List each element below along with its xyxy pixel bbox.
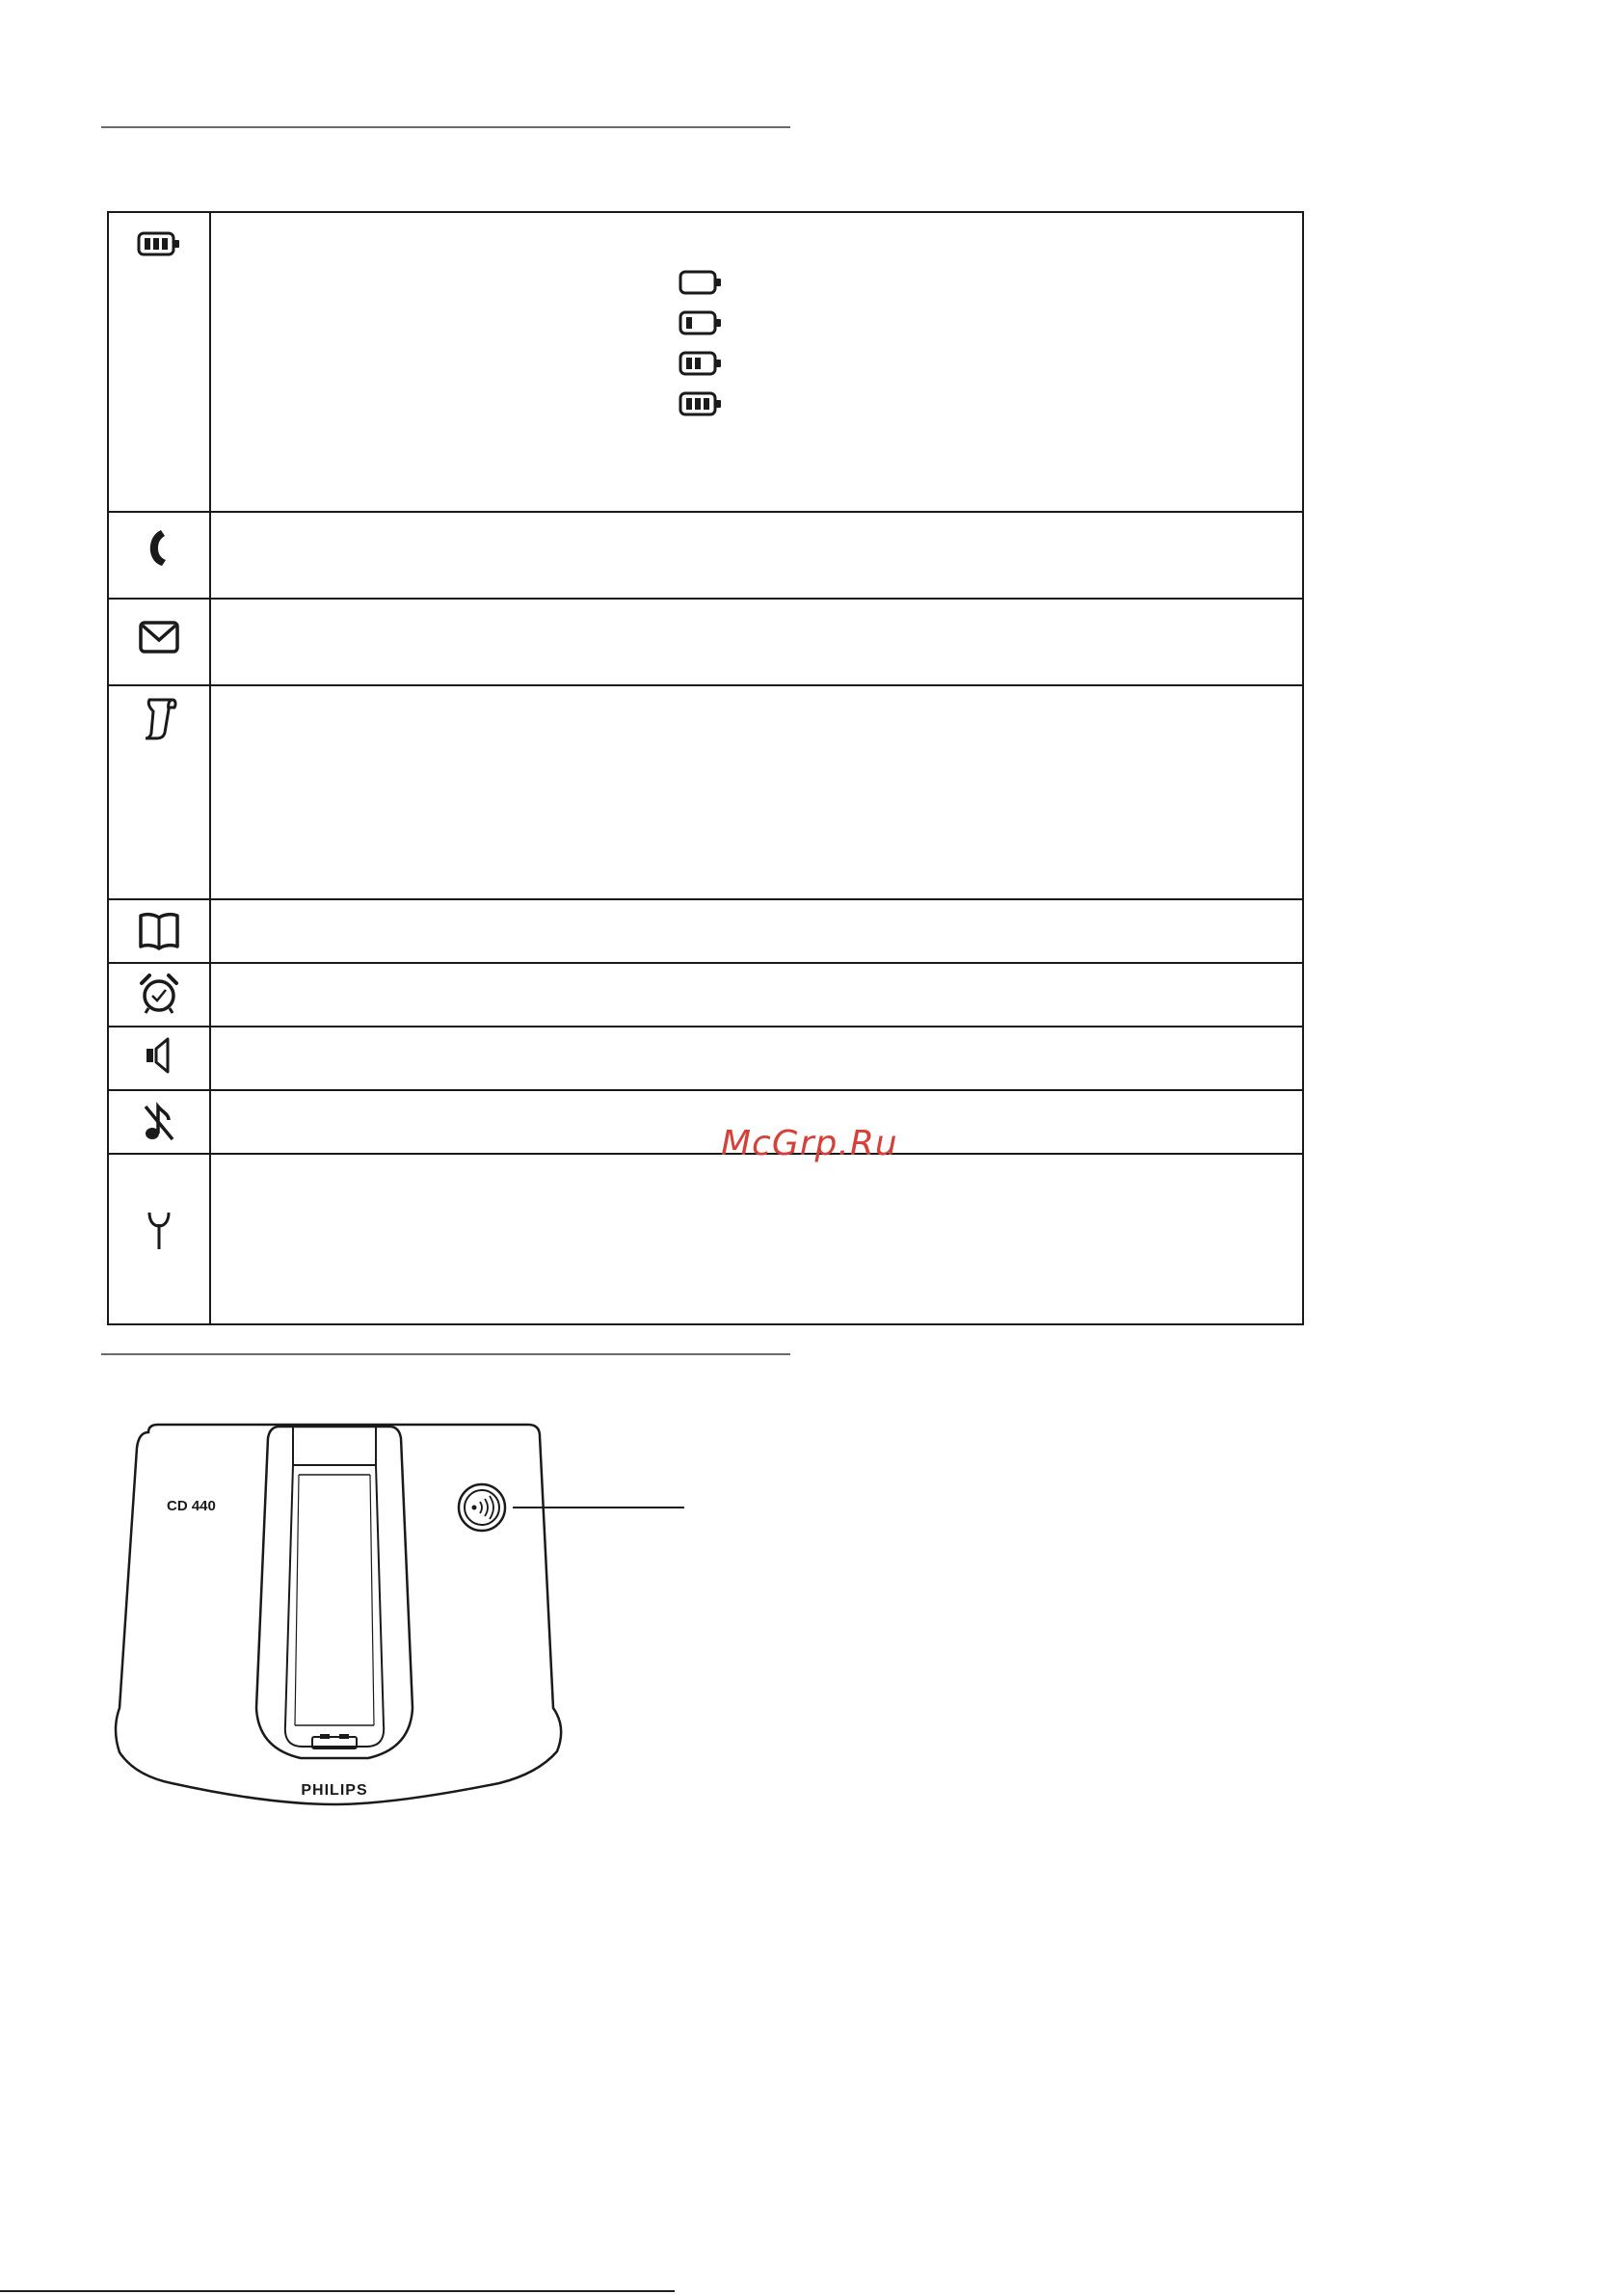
icon-cell — [108, 1090, 210, 1154]
icon-cell — [108, 1154, 210, 1324]
battery-two-bars-icon — [679, 347, 723, 380]
table-row — [108, 1154, 1303, 1324]
base-station-illustration — [114, 1419, 692, 1833]
description-cell — [210, 599, 1303, 685]
description-cell — [210, 212, 1303, 512]
table-row — [108, 685, 1303, 899]
description-cell — [210, 899, 1303, 963]
section-rule-bottom — [0, 2290, 675, 2292]
table-row — [108, 1027, 1303, 1090]
description-cell — [210, 1027, 1303, 1090]
call-log-scroll-icon — [140, 694, 178, 740]
ringer-off-icon — [142, 1101, 176, 1143]
icon-cell — [108, 685, 210, 899]
phonebook-icon — [137, 910, 181, 950]
antenna-icon — [145, 1209, 173, 1251]
battery-three-bars-icon — [679, 387, 723, 420]
section-rule-middle — [101, 1353, 790, 1355]
speaker-icon — [143, 1035, 175, 1076]
table-row — [108, 212, 1303, 512]
icon-cell — [108, 1027, 210, 1090]
watermark: McGrp.Ru — [721, 1124, 898, 1163]
battery-full-icon — [137, 230, 181, 257]
battery-empty-icon — [679, 266, 723, 299]
section-rule-top — [101, 126, 790, 128]
display-icons-table — [107, 211, 1304, 1325]
icon-cell — [108, 212, 210, 512]
brand-logo: PHILIPS — [301, 1782, 368, 1799]
description-cell — [210, 512, 1303, 599]
model-label: CD 440 — [167, 1498, 216, 1514]
table-row — [108, 599, 1303, 685]
table-row — [108, 1090, 1303, 1154]
paging-signal-icon — [472, 1506, 477, 1510]
table-row — [108, 899, 1303, 963]
icon-cell — [108, 512, 210, 599]
table-row — [108, 512, 1303, 599]
envelope-icon — [138, 619, 180, 657]
phone-handset-icon — [145, 526, 173, 569]
icon-cell — [108, 599, 210, 685]
alarm-clock-icon — [138, 972, 180, 1016]
icon-cell — [108, 963, 210, 1027]
description-cell — [210, 685, 1303, 899]
table-row — [108, 963, 1303, 1027]
battery-one-bar-icon — [679, 307, 723, 339]
icon-cell — [108, 899, 210, 963]
description-cell — [210, 1154, 1303, 1324]
description-cell — [210, 963, 1303, 1027]
battery-level-list — [679, 266, 723, 428]
